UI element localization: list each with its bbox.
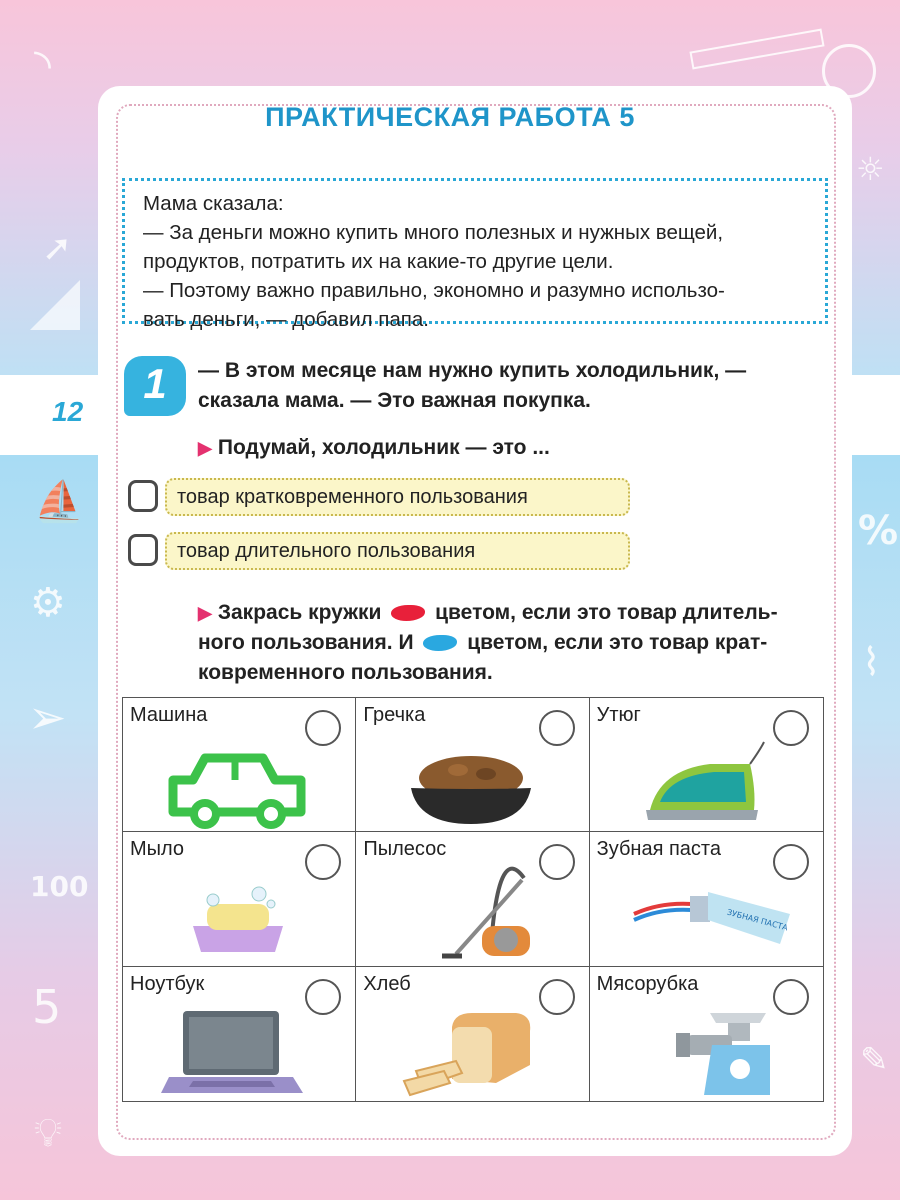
task-number: 1 — [143, 360, 167, 407]
item-cell-bread — [356, 967, 589, 1101]
laptop-icon — [163, 1009, 313, 1095]
page-number: 12 — [52, 396, 84, 427]
paper-plane-doodle-icon: ➢ — [28, 690, 67, 744]
item-cell-meat-grinder — [590, 967, 823, 1101]
item-label: Гречка — [363, 704, 426, 726]
task-text-line: — В этом месяце нам нужно купить холодильник, — — [198, 359, 747, 382]
question-2-text: ковременного пользования. — [198, 661, 493, 684]
item-cell-toothpaste — [590, 832, 823, 966]
option-label: товар длительного пользования — [177, 540, 476, 562]
item-cell-iron — [590, 698, 823, 832]
task-number-badge — [124, 356, 186, 416]
item-label: Зубная паста — [596, 838, 721, 861]
question-2-text: Закрась кружки — [217, 601, 382, 624]
paperclip-doodle-icon: ⌇ — [862, 640, 881, 684]
question-2-text: ного пользования. И — [198, 631, 414, 654]
meat-grinder-icon — [630, 1009, 780, 1095]
item-cell-soap — [123, 832, 356, 966]
bread-icon — [396, 1009, 546, 1095]
pin-doodle-icon: ✎ — [860, 1040, 889, 1080]
item-cell-car — [123, 698, 356, 832]
buckwheat-bowl-icon — [396, 740, 546, 826]
intro-line: Мама сказала: — [143, 192, 284, 215]
intro-line: — За деньги можно купить много полезных и нужных вещей, — [143, 221, 724, 244]
question-2-text: цветом, если это товар крат- — [467, 631, 768, 654]
intro-line: вать деньги, — добавил папа. — [143, 308, 429, 331]
lightbulb-doodle-icon: 💡︎ — [34, 1110, 62, 1156]
question-2 — [198, 598, 838, 688]
hundred-doodle-icon: 100 — [30, 870, 89, 903]
item-cell-vacuum — [356, 832, 589, 966]
task-text-line: сказала мама. — Это важная покупка. — [198, 389, 591, 412]
question-2-text: цветом, если это товар длитель- — [435, 601, 778, 624]
option-long-term — [165, 532, 630, 570]
intro-line: продуктов, потратить их на какие-то другие цели. — [143, 250, 614, 273]
triangle-bullet-icon: ▶ — [198, 603, 212, 623]
toothpaste-icon — [630, 874, 789, 960]
intro-box — [122, 178, 828, 331]
item-label: Мясорубка — [596, 972, 699, 995]
triangle-bullet-icon: ▶ — [198, 438, 212, 458]
boat-doodle-icon: ⛵ — [34, 479, 84, 525]
question-1 — [198, 436, 550, 460]
item-label: Мыло — [130, 838, 185, 861]
gear-doodle-icon: ⚙ — [30, 580, 66, 626]
iron-icon — [630, 740, 780, 826]
item-label: Пылесос — [363, 838, 447, 861]
item-label: Хлеб — [363, 972, 411, 995]
item-label: Ноутбук — [130, 972, 205, 995]
soap-icon — [163, 874, 313, 960]
sun-doodle-icon: ☼ — [856, 150, 885, 188]
option-short-term — [165, 478, 630, 516]
tube-label: ЗУБНАЯ ПАСТА — [725, 907, 789, 933]
percent-doodle-icon: % — [858, 508, 899, 554]
item-label: Машина — [130, 704, 208, 726]
option-checkbox-short-term[interactable] — [128, 480, 158, 512]
vacuum-cleaner-icon — [396, 874, 546, 960]
wifi-doodle-icon: ◝ — [34, 40, 52, 91]
task-text — [198, 356, 838, 416]
item-cell-laptop — [123, 967, 356, 1101]
item-cell-buckwheat — [356, 698, 589, 832]
intro-line: — Поэтому важно правильно, экономно и разумно использо- — [143, 279, 725, 302]
arrow-doodle-icon: ➚ — [42, 228, 73, 269]
item-label: Утюг — [596, 704, 641, 726]
car-icon — [163, 740, 313, 826]
triangle-ruler-doodle-icon — [30, 280, 80, 330]
five-doodle-icon: 5 — [32, 980, 62, 1034]
question-1-text: Подумай, холодильник — это ... — [217, 436, 550, 459]
blue-paint-swatch-icon — [423, 635, 457, 651]
red-paint-swatch-icon — [391, 605, 425, 621]
page-title: ПРАКТИЧЕСКАЯ РАБОТА 5 — [265, 102, 635, 132]
option-checkbox-long-term[interactable] — [128, 534, 158, 566]
items-grid — [122, 697, 824, 1102]
option-label: товар кратковременного пользования — [177, 486, 528, 508]
